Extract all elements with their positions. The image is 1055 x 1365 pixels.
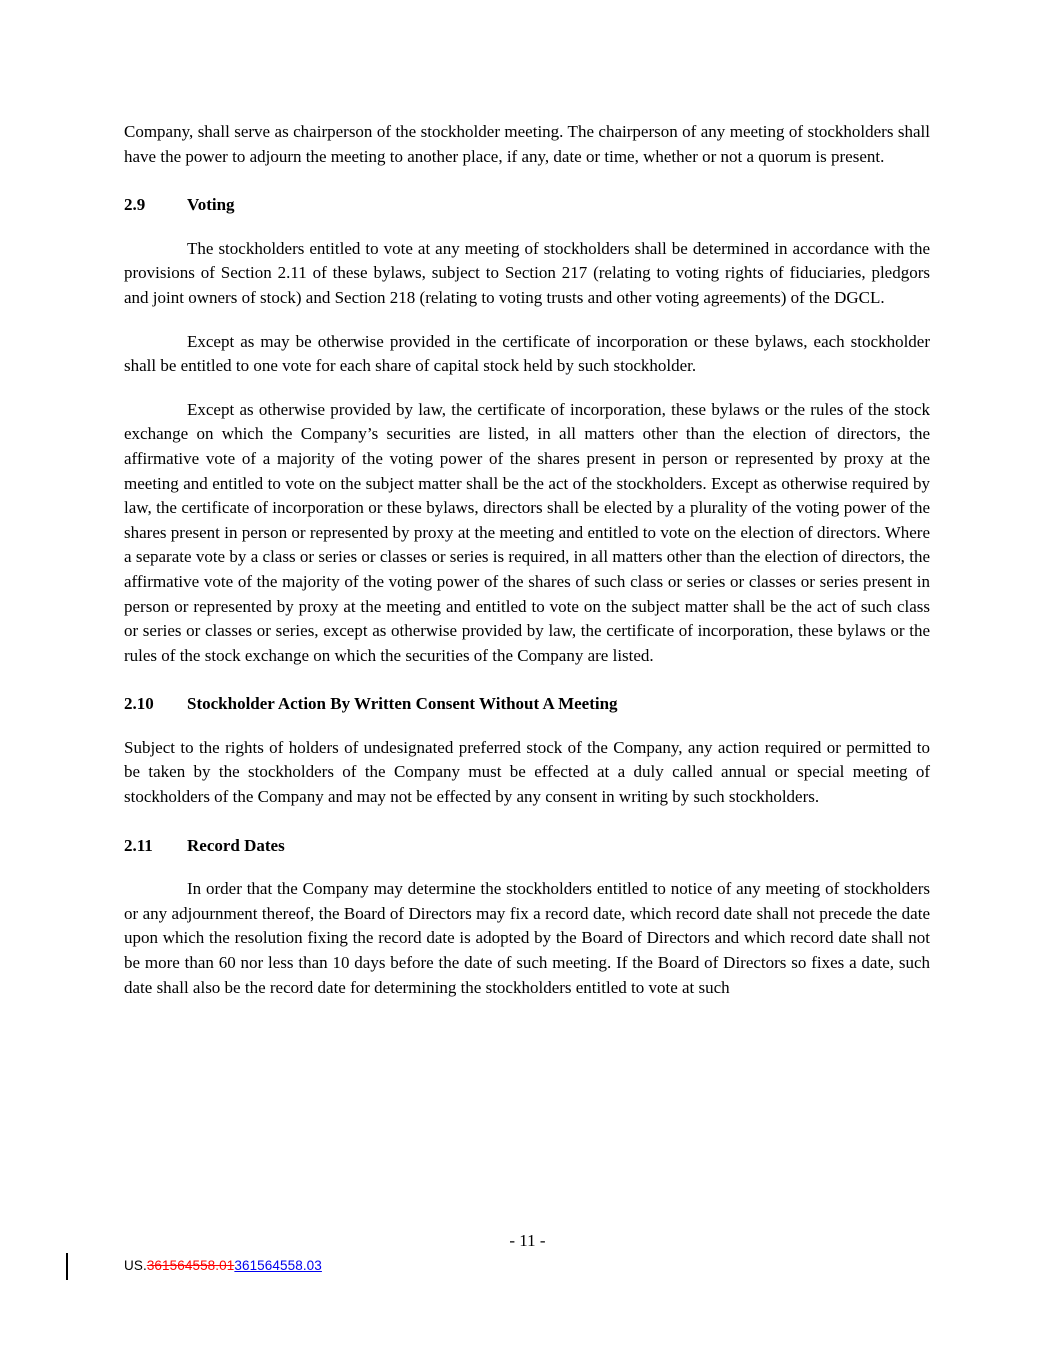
page-number: - 11 -	[509, 1231, 546, 1250]
paragraph-voting-1: The stockholders entitled to vote at any meeting of stockholders shall be determined in accordance with the provisions of Section 2.11 of these bylaws, subject to Section 217 (relating to voting rights of fiduciaries, pledgors and joint owners of stock) and Section 218 (relating to voting trusts and other voting agreements) of the DGCL.	[124, 238, 930, 307]
section-number: 2.11	[124, 835, 153, 855]
change-bar	[66, 1253, 68, 1280]
document-id-inserted: 361564558.03	[234, 1258, 322, 1273]
section-number: 2.10	[124, 694, 154, 714]
section-heading-2-9	[124, 193, 930, 218]
document-body	[124, 120, 930, 1019]
section-title: Stockholder Action By Written Consent Without A Meeting	[187, 694, 618, 714]
paragraph-written-consent: Subject to the rights of holders of undesignated preferred stock of the Company, any action required or permitted to be taken by the stockholders of the Company must be effected at a duly called annual or special meeting of stockholders of the Company and may not be effected by any consent in writing by such stockholders.	[124, 737, 930, 807]
paragraph-continuation: Company, shall serve as chairperson of the stockholder meeting. The chairperson of any meeting of stockholders shall have the power to adjourn the meeting to another place, if any, date or time, whether or not a quorum is present.	[124, 122, 930, 166]
document-id-footer	[124, 1258, 322, 1273]
document-id-prefix: US.	[124, 1258, 147, 1273]
paragraph-record-dates: In order that the Company may determine the stockholders entitled to notice of any meeting of stockholders or any adjournment thereof, the Board of Directors may fix a record date, which record date shall not precede the date upon which the resolution fixing the record date is adopted by the Board of Directors and which record date shall not be more than 60 nor less than 10 days before the date of such meeting. If the Board of Directors so fixes a date, such date shall also be the record date for determining the stockholders entitled to vote at such	[124, 879, 930, 997]
section-title: Record Dates	[187, 835, 285, 855]
section-heading-2-10	[124, 692, 930, 717]
section-number: 2.9	[124, 195, 146, 215]
paragraph-voting-2: Except as may be otherwise provided in the certificate of incorporation or these bylaws, each stockholder shall be entitled to one vote for each share of capital stock held by such stockholder.	[124, 331, 930, 376]
section-title: Voting	[187, 195, 235, 215]
paragraph-voting-3: Except as otherwise provided by law, the certificate of incorporation, these bylaws or the rules of the stock exchange on which the Company’s securities are listed, in all matters other than the election of directors, the affirmative vote of a majority of the voting power of the shares present in person or represented by proxy at the meeting and entitled to vote on the subject matter shall be the act of the stockholders. Except as otherwise required by law, the certificate of incorporation or these bylaws, directors shall be elected by a plurality of the voting power of the shares present in person or represented by proxy at the meeting and entitled to vote on the election of directors. Where a separate vote by a class or series or classes or series is required, in all matters other than the election of directors, the affirmative vote of the majority of the voting power of the shares of such class or series or classes or series present in person or represented by proxy at the meeting and entitled to vote on the subject matter shall be the act of such class or series or classes or series, except as otherwise provided by law, the certificate of incorporation, these bylaws or the rules of the stock exchange on which the securities of the Company are listed.	[124, 399, 930, 665]
document-id-deleted: 361564558.01	[146, 1258, 235, 1273]
section-heading-2-11	[124, 834, 930, 859]
